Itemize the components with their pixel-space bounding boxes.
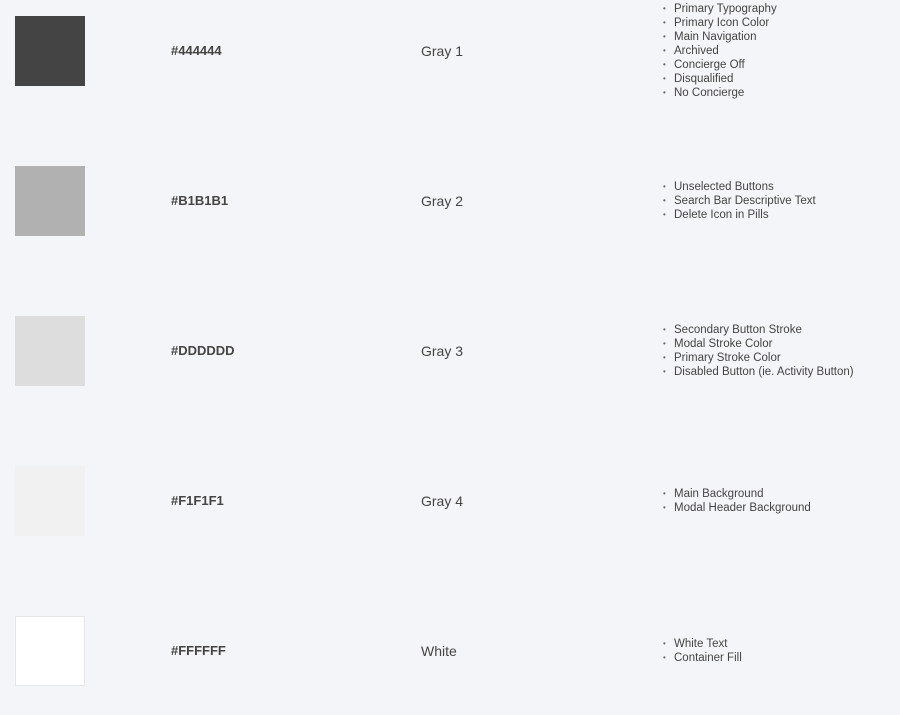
color-swatch (15, 466, 85, 536)
color-name: Gray 2 (421, 193, 464, 209)
color-row-gray-4 (0, 450, 900, 600)
color-swatch (15, 16, 85, 86)
hex-code: #444444 (171, 43, 222, 58)
usage-item: • Modal Stroke Color (663, 337, 854, 351)
color-row-gray-1 (0, 0, 900, 150)
usage-list (663, 323, 854, 379)
color-row-gray-3 (0, 300, 900, 450)
usage-item: • Unselected Buttons (663, 180, 816, 194)
usage-list (663, 637, 742, 665)
usage-item: • Primary Stroke Color (663, 351, 854, 365)
usage-item: • Primary Typography (663, 2, 777, 16)
usage-item: • Disabled Button (ie. Activity Button) (663, 365, 854, 379)
usage-list (663, 2, 777, 100)
usage-item: • Container Fill (663, 651, 742, 665)
color-row-white (0, 600, 900, 715)
hex-code: #DDDDDD (171, 343, 235, 358)
color-row-gray-2 (0, 150, 900, 300)
usage-list (663, 487, 811, 515)
color-name: White (421, 643, 457, 659)
hex-code: #B1B1B1 (171, 193, 229, 208)
hex-code: #FFFFFF (171, 643, 226, 658)
usage-item: • Search Bar Descriptive Text (663, 194, 816, 208)
color-swatch (15, 316, 85, 386)
usage-item: • White Text (663, 637, 742, 651)
color-name: Gray 4 (421, 493, 464, 509)
usage-item: • Modal Header Background (663, 501, 811, 515)
usage-item: • Primary Icon Color (663, 16, 777, 30)
hex-code: #F1F1F1 (171, 493, 224, 508)
usage-item: • Concierge Off (663, 58, 777, 72)
usage-item: • Main Navigation (663, 30, 777, 44)
usage-item: • Disqualified (663, 72, 777, 86)
color-name: Gray 3 (421, 343, 464, 359)
color-swatch (15, 616, 85, 686)
color-swatch (15, 166, 85, 236)
color-name: Gray 1 (421, 43, 464, 59)
usage-item: • Main Background (663, 487, 811, 501)
usage-item: • No Concierge (663, 86, 777, 100)
usage-item: • Archived (663, 44, 777, 58)
usage-list (663, 180, 816, 222)
usage-item: • Delete Icon in Pills (663, 208, 816, 222)
usage-item: • Secondary Button Stroke (663, 323, 854, 337)
